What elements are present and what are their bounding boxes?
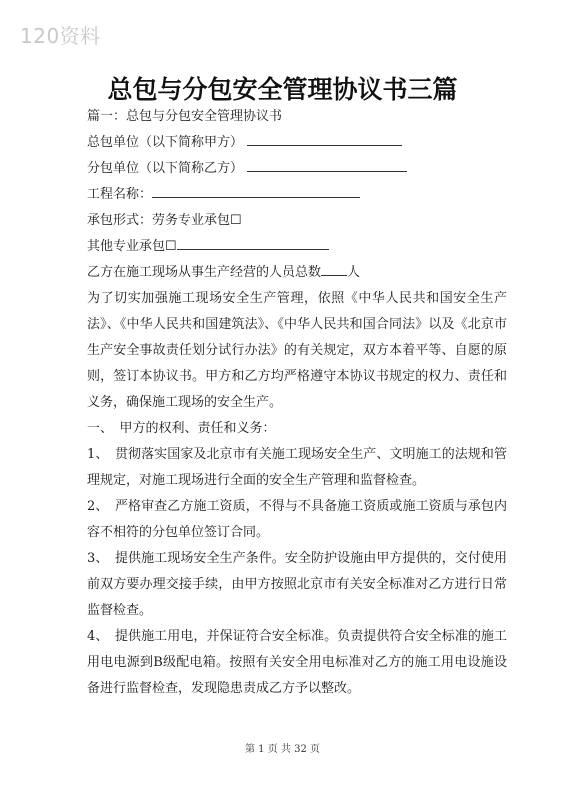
subcontractor-blank [247, 156, 407, 172]
section-heading: 篇一：总包与分包安全管理协议书 [87, 109, 283, 124]
general-contractor-blank [247, 130, 402, 146]
worker-count-blank [321, 260, 347, 276]
project-name-blank [152, 182, 360, 198]
other-contract-label: 其他专业承包☐ [87, 239, 177, 254]
general-contractor-label: 总包单位（以下简称甲方） [87, 135, 244, 150]
clause-4: 4、 提供施工用电，并保证符合安全标准。负责提供符合安全标准的施工用电电源到B级配电箱。按照有关安全用电标准对乙方的施工用电设施设备进行监督检查，发现隐患责成乙方予以整改。 [87, 629, 507, 696]
watermark-logo: 120资料 [20, 24, 101, 48]
contract-form-line: 承包形式：劳务专业承包☐ [87, 213, 242, 228]
other-contract-line [87, 234, 507, 260]
document-title: 总包与分包安全管理协议书三篇 [107, 75, 458, 104]
other-contract-blank [177, 234, 329, 250]
project-name-line [87, 182, 507, 208]
clause-heading-1: 一、 甲方的权利、责任和义务： [87, 421, 276, 436]
project-name-label: 工程名称： [87, 187, 153, 202]
page-number: 第 1 页 共 32 页 [245, 744, 320, 755]
subcontractor-line [87, 156, 507, 182]
document-body [87, 104, 507, 702]
intro-paragraph: 为了切实加强施工现场安全生产管理，依照《中华人民共和国安全生产法》、《中华人民共和国建筑法》、《中华人民共和国合同法》以及《北京市生产安全事故责任划分试行办法》的有关规定，双方本着平等、自愿的原则，签订本协议书。甲方和乙方均严格遵守本协议书规定的权力、责任和义务，确保施工现场的安全生产。 [87, 291, 507, 410]
worker-count-line [87, 260, 507, 286]
general-contractor-line [87, 130, 507, 156]
clause-1: 1、 贯彻落实国家及北京市有关施工现场安全生产、文明施工的法规和管理规定，对施工现场进行全面的安全生产管理和监督检查。 [87, 447, 507, 488]
worker-count-label: 乙方在施工现场从事生产经营的人员总数 [87, 265, 322, 280]
subcontractor-label: 分包单位（以下简称乙方） [87, 161, 244, 176]
clause-2: 2、 严格审查乙方施工资质，不得与不具备施工资质或施工资质与承包内容不相符的分包单位签订合同。 [87, 499, 507, 540]
worker-count-unit: 人 [347, 265, 361, 280]
clause-3: 3、 提供施工现场安全生产条件。安全防护设施由甲方提供的，交付使用前双方要办理交接手续，由甲方按照北京市有关安全标准对乙方进行日常监督检查。 [87, 551, 507, 618]
